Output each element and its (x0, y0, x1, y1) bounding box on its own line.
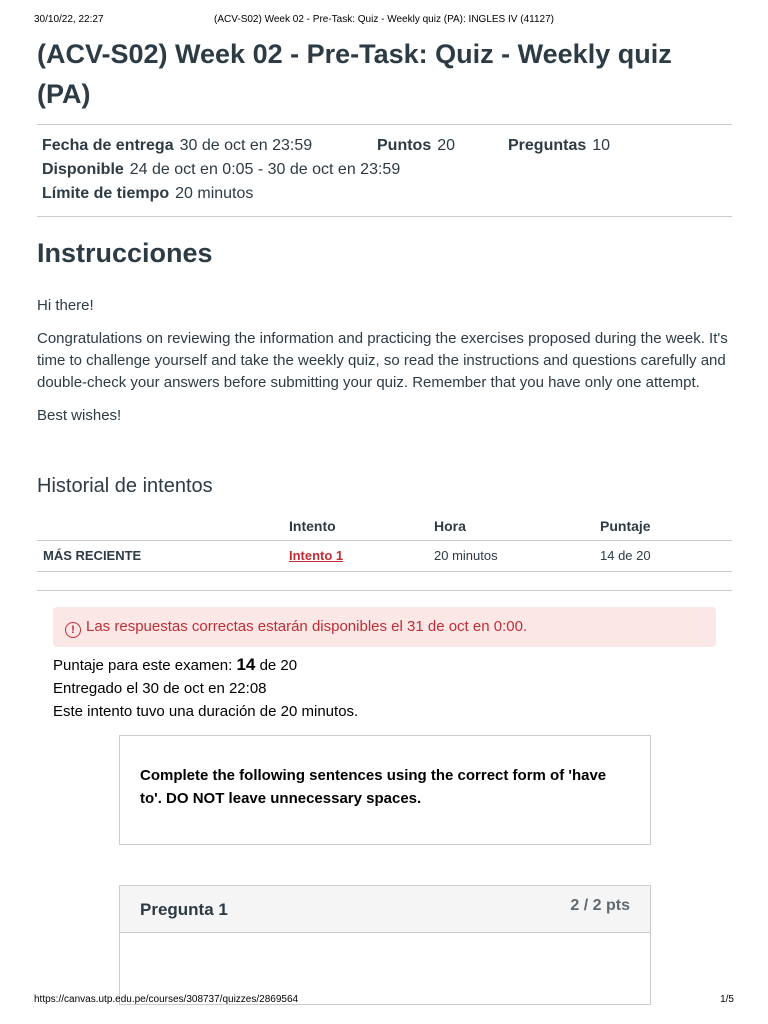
print-header (34, 14, 734, 28)
page-title: (ACV-S02) Week 02 - Pre-Task: Quiz - Weekly quiz (PA) (37, 39, 672, 109)
table-header-row (37, 512, 732, 541)
column-header: Intento (283, 512, 428, 541)
points (377, 134, 508, 158)
questions-count (508, 134, 610, 158)
warning-icon: ! (65, 622, 81, 638)
attempt-history-heading: Historial de intentos (37, 475, 213, 497)
print-footer (34, 994, 734, 1008)
question-title: Pregunta 1 (140, 900, 228, 919)
divider (37, 216, 732, 217)
column-header: Hora (428, 512, 594, 541)
attempt-link[interactable]: Intento 1 (289, 548, 344, 563)
due-label: Fecha de entrega (42, 137, 174, 154)
instructions-paragraph: Hi there! (37, 297, 94, 314)
answers-availability-alert (53, 607, 716, 647)
points-value: 20 (437, 137, 456, 154)
questions-label: Preguntas (508, 137, 587, 154)
instructions-paragraph: Congratulations on reviewing the information and practicing the exercises proposed during the week. It's time to challenge yourself and take the weekly quiz, so read the instructions and questions carefully and double-check your answers before submitting your quiz. Remember that you have only one attempt. (37, 330, 728, 391)
print-datetime: 30/10/22, 22:27 (34, 14, 104, 25)
time-limit (42, 182, 253, 206)
time-limit-label: Límite de tiempo (42, 185, 170, 202)
available-value: 24 de oct en 0:05 - 30 de oct en 23:59 (129, 161, 401, 178)
column-header: Puntaje (594, 512, 732, 541)
alert-text: Las respuestas correctas estarán disponibles el 31 de oct en 0:00. (86, 618, 528, 635)
print-page-number: 1/5 (720, 994, 734, 1005)
attempt-summary (53, 653, 732, 723)
time-cell: 20 minutos (428, 541, 594, 572)
available-label: Disponible (42, 161, 124, 178)
submitted-line: Entregado el 30 de oct en 22:08 (53, 680, 267, 697)
instructions-heading: Instrucciones (37, 238, 213, 268)
instructions-body (37, 295, 732, 427)
question-card (119, 885, 651, 1005)
quiz-content (37, 34, 732, 1005)
availability (42, 158, 400, 182)
questions-value: 10 (592, 137, 611, 154)
due-value: 30 de oct en 23:59 (179, 137, 313, 154)
print-url: https://canvas.utp.edu.pe/courses/308737/quizzes/2869564 (34, 994, 299, 1005)
score-suffix: de 20 (259, 657, 298, 674)
duration-line: Este intento tuvo una duración de 20 minutos. (53, 703, 359, 720)
column-header (37, 512, 283, 541)
attempt-history-table (37, 512, 732, 572)
score-value: 14 (236, 655, 256, 674)
question-header (120, 886, 650, 933)
attempt-cell (283, 541, 428, 572)
time-limit-value: 20 minutos (175, 185, 254, 202)
table-row (37, 541, 732, 572)
points-label: Puntos (377, 137, 432, 154)
score-cell: 14 de 20 (594, 541, 732, 572)
print-doc-title: (ACV-S02) Week 02 - Pre-Task: Quiz - Weekly quiz (PA): INGLES IV (41127) (214, 14, 554, 25)
question-points: 2 / 2 pts (570, 897, 630, 914)
due-date (42, 134, 377, 158)
text-question-block: Complete the following sentences using the correct form of 'have to'. DO NOT leave unnecessary spaces. (119, 735, 651, 845)
divider (37, 590, 732, 591)
score-prefix: Puntaje para este examen: (53, 657, 233, 674)
quiz-details (37, 125, 732, 216)
latest-label: MÁS RECIENTE (37, 541, 283, 572)
instructions-paragraph: Best wishes! (37, 407, 122, 424)
score-line (53, 653, 732, 677)
